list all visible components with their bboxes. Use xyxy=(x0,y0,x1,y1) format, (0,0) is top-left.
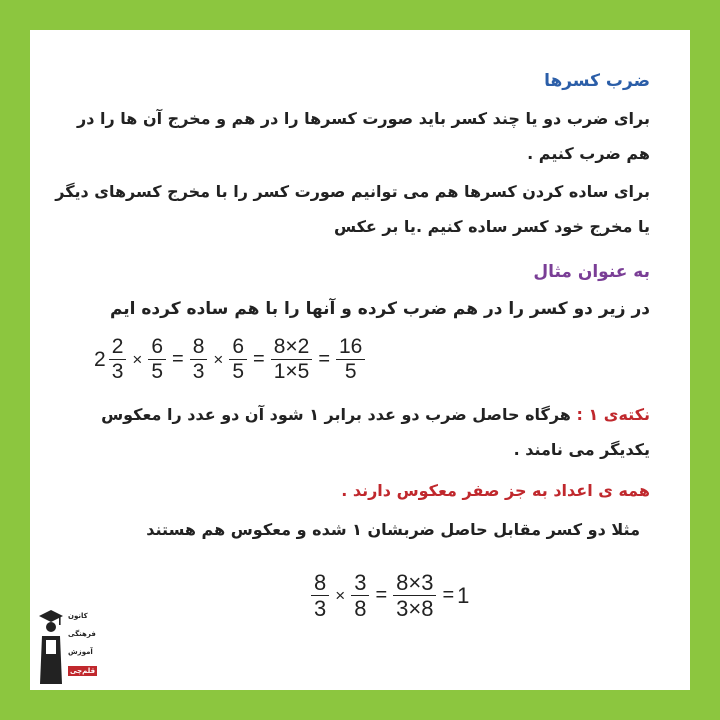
section-title: ضرب کسرها xyxy=(544,71,650,91)
fraction-5-numerator: 8×2 xyxy=(271,336,313,360)
fraction-a xyxy=(311,571,329,620)
fraction-4 xyxy=(229,336,247,383)
times-sign: × xyxy=(132,349,143,369)
ghalamchi-logo xyxy=(36,610,98,690)
fraction-b-denominator: 8 xyxy=(354,596,367,622)
fraction-c xyxy=(393,571,436,620)
logo-line1: کانون xyxy=(68,612,88,620)
times-sign: × xyxy=(213,349,224,369)
note-label: نکته‌ی ۱ : xyxy=(576,405,650,424)
fraction-a-denominator: 3 xyxy=(314,596,327,622)
fraction-3-numerator: 8 xyxy=(190,336,208,360)
paragraph1-line1: برای ضرب دو یا چند کسر باید صورت کسرها را در هم و مخرج آن ها را در xyxy=(77,109,650,128)
fraction-2-denominator: 5 xyxy=(151,360,163,384)
fraction-c-numerator: 8×3 xyxy=(393,571,436,596)
fraction-1-denominator: 3 xyxy=(111,360,124,384)
fraction-5 xyxy=(271,336,313,383)
fraction-b-numerator: 3 xyxy=(351,571,369,596)
equals-sign: = xyxy=(318,348,330,371)
equals-sign: = xyxy=(442,584,455,607)
equals-sign: = xyxy=(172,348,184,371)
fraction-b xyxy=(351,571,369,620)
fraction-3 xyxy=(190,336,208,383)
highlight-statement: همه ی اعداد به جز صفر معکوس دارند . xyxy=(341,481,650,500)
example-text: در زیر دو کسر را در هم ضرب کرده و آنها را با هم ساده کرده ایم xyxy=(109,299,650,319)
fraction-1-numerator: 2 xyxy=(109,336,127,360)
fraction-6-denominator: 5 xyxy=(344,360,357,384)
fraction-2-numerator: 6 xyxy=(148,336,166,360)
fraction-3-denominator: 3 xyxy=(192,360,205,384)
times-sign: × xyxy=(335,585,346,605)
fraction-2 xyxy=(148,336,166,383)
paragraph2-line2: یا مخرج خود کسر ساده کنیم .یا بر عکس xyxy=(333,217,650,236)
mixed-whole: 2 xyxy=(94,347,106,371)
graduate-figure-icon xyxy=(36,610,66,690)
equals-sign: = xyxy=(375,584,388,607)
note-line1 xyxy=(101,405,650,424)
example2-text: مثلا دو کسر مقابل حاصل ضربشان ۱ شده و معکوس هم هستند xyxy=(146,520,640,539)
fraction-a-numerator: 8 xyxy=(311,571,329,596)
equation-2 xyxy=(308,571,469,620)
fraction-1 xyxy=(109,336,127,383)
fraction-4-numerator: 6 xyxy=(229,336,247,360)
logo-line4: قلم‌چی xyxy=(70,667,96,675)
content-card xyxy=(30,30,690,690)
fraction-6 xyxy=(336,336,365,383)
logo-line2: فرهنگی xyxy=(68,630,96,638)
logo-line3: آموزش xyxy=(68,648,93,656)
fraction-4-denominator: 5 xyxy=(232,360,244,384)
equation-1 xyxy=(94,336,368,383)
paragraph1-line2: هم ضرب کنیم . xyxy=(527,144,650,163)
equals-sign: = xyxy=(253,348,265,371)
note-line2: یکدیگر می نامند . xyxy=(513,440,650,459)
fraction-6-numerator: 16 xyxy=(336,336,365,360)
note-text: هرگاه حاصل ضرب دو عدد برابر ۱ شود آن دو عدد را معکوس xyxy=(101,405,571,424)
example-heading: به عنوان مثال xyxy=(533,262,650,282)
fraction-c-denominator: 3×8 xyxy=(396,596,434,622)
result-value: 1 xyxy=(457,582,470,608)
fraction-5-denominator: 1×5 xyxy=(273,360,310,384)
paragraph2-line1: برای ساده کردن کسرها هم می توانیم صورت کسر را با مخرج کسرهای دیگر xyxy=(55,182,650,201)
